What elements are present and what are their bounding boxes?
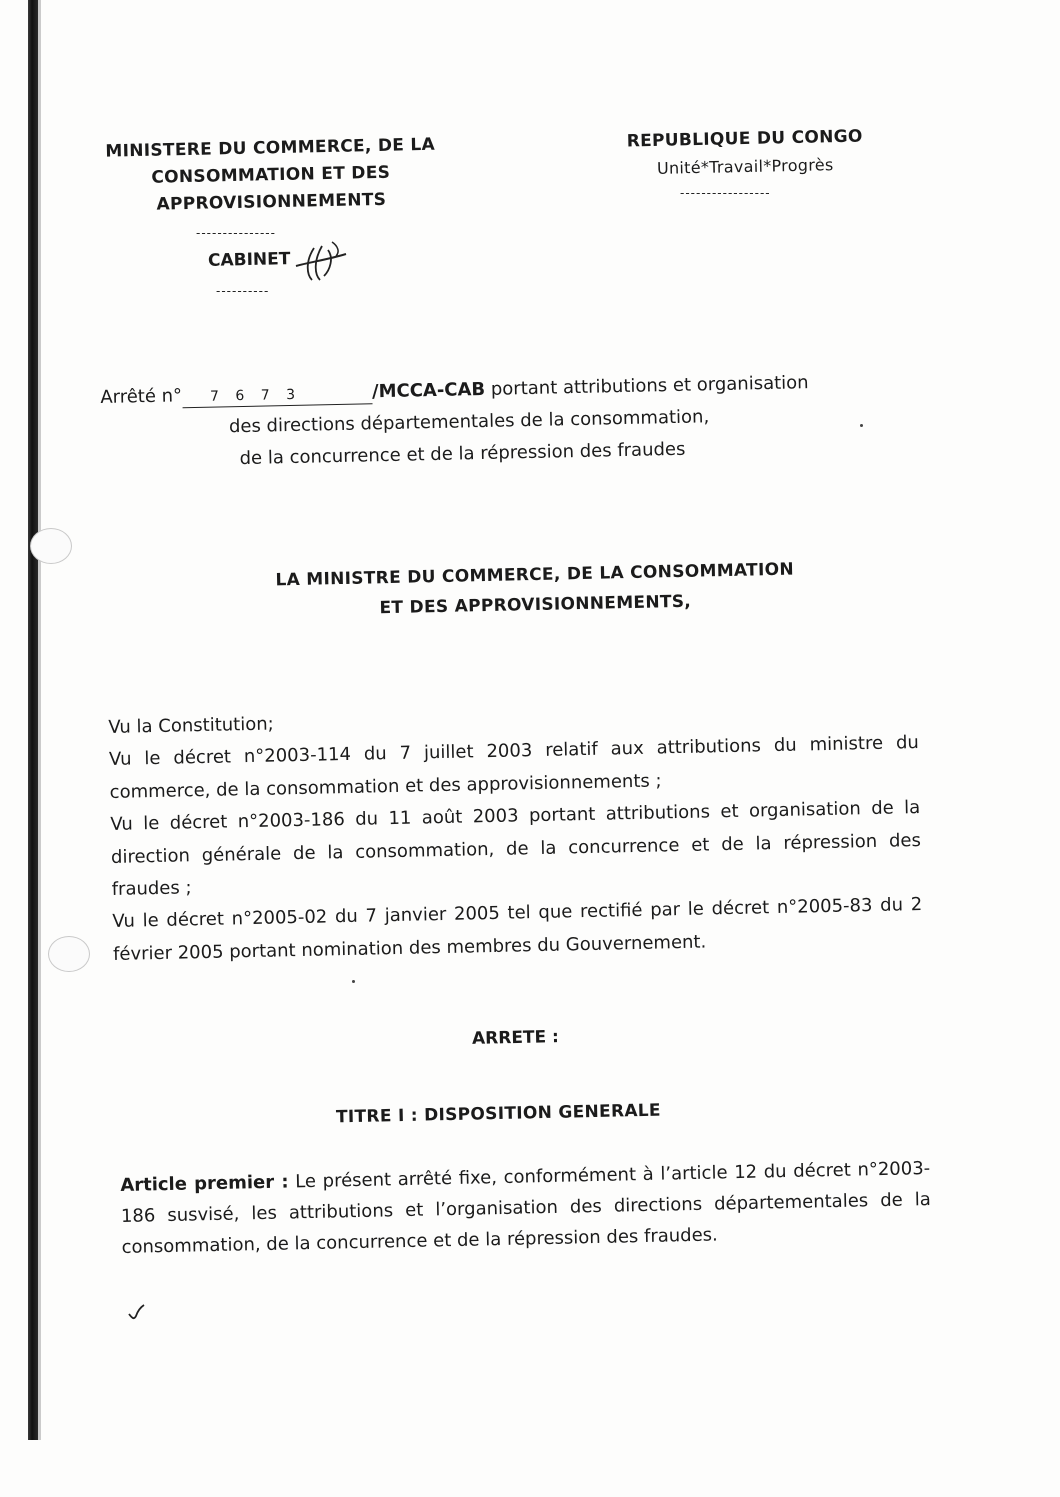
- ministry-line: APPROVISIONNEMENTS: [156, 189, 387, 215]
- republic-name: REPUBLIQUE DU CONGO: [626, 126, 863, 152]
- minister-heading: [249, 554, 820, 626]
- binding-shadow: [38, 0, 41, 1440]
- minister-line: ET DES APPROVISIONNEMENTS,: [379, 591, 692, 619]
- punch-hole-top: [30, 528, 72, 564]
- decree-title-line1: portant attributions et organisation: [484, 372, 809, 400]
- national-motto: Unité*Travail*Progrès: [656, 155, 834, 178]
- article-text: Le présent arrêté fixe, conformément à l’article 12 du décret n°2003-186 susvisé, les attributions et l’organisation des directions départementales de la consommation, de la concurrence et de la répression des fraudes.: [120, 1158, 932, 1258]
- cabinet-separator: ----------: [216, 284, 270, 298]
- scan-speck: [352, 980, 355, 983]
- visa-item: Vu le décret n°2005-02 du 7 janvier 2005 tel que rectifié par le décret n°2005-83 du 2 février 2005 portant nomination des membres du Gouvernement.: [112, 894, 923, 965]
- decree-title-line2: des directions départementales de la consommation,: [228, 406, 710, 438]
- visas-section: [108, 695, 923, 971]
- article-premier: [120, 1153, 932, 1263]
- ministry-header: [90, 131, 452, 220]
- handwritten-tick: [126, 1302, 146, 1322]
- ministry-separator: ---------------: [196, 226, 276, 240]
- decree-number: 7 6 7 3: [182, 383, 372, 408]
- republic-header: [599, 123, 890, 183]
- titre-heading: TITRE I : DISPOSITION GENERALE: [335, 1100, 662, 1128]
- cabinet-label: CABINET: [207, 249, 291, 271]
- decree-title-line3: de la concurrence et de la répression des fraudes: [239, 438, 686, 470]
- visa-item: Vu la Constitution;: [108, 713, 274, 738]
- decree-reference: /MCCA-CAB: [371, 378, 486, 403]
- article-label: Article premier :: [120, 1171, 289, 1196]
- republic-separator: -----------------: [680, 186, 771, 200]
- handwritten-initials: [292, 240, 352, 284]
- minister-line: LA MINISTRE DU COMMERCE, DE LA CONSOMMATION: [275, 559, 795, 591]
- decree-title: [100, 365, 922, 478]
- visa-item: Vu le décret n°2003-114 du 7 juillet 2003 relatif aux attributions du ministre du commerce, de la consommation et des approvisionnements ;: [108, 732, 920, 803]
- binding-edge: [28, 0, 38, 1440]
- arrete-heading: ARRETE :: [471, 1027, 560, 1049]
- ministry-line: MINISTERE DU COMMERCE, DE LA: [105, 134, 436, 162]
- punch-hole-bottom: [48, 936, 90, 972]
- visa-item: Vu le décret n°2003-186 du 11 août 2003 portant attributions et organisation de la direction générale de la consommation, de la concurrence et de la répression des fraudes ;: [110, 797, 922, 900]
- ministry-line: CONSOMMATION ET DES: [151, 162, 391, 188]
- decree-prefix: Arrêté n°: [100, 385, 183, 408]
